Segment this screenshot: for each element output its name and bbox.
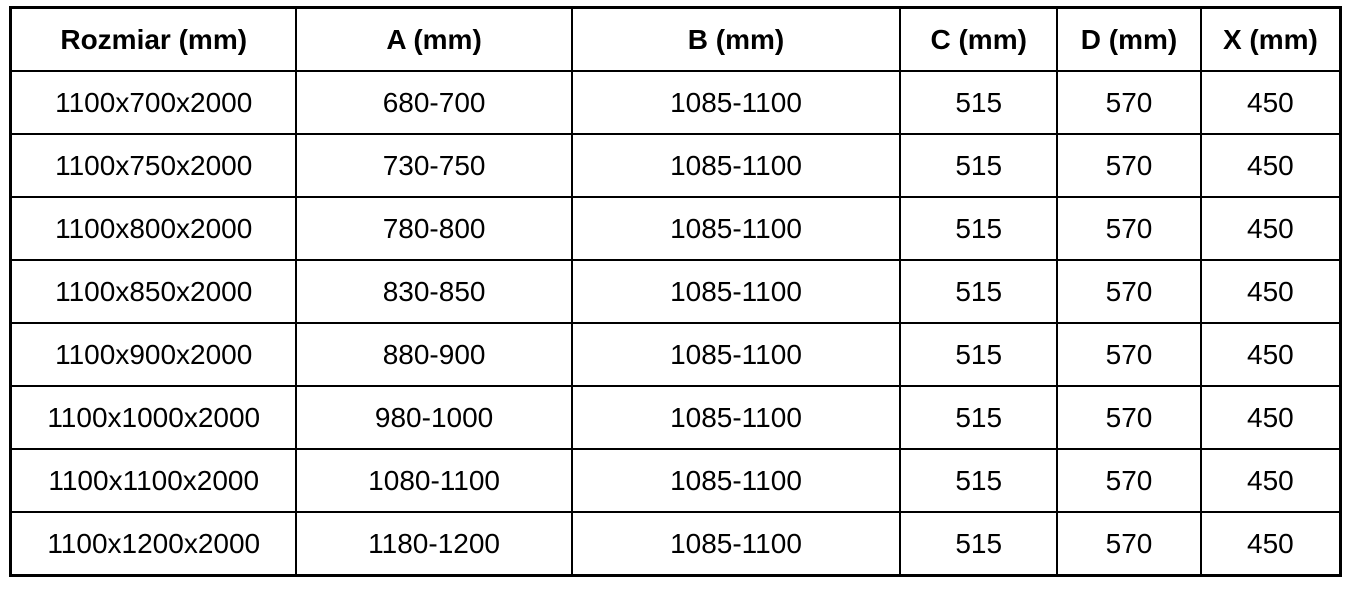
cell-c: 515 xyxy=(900,134,1057,197)
cell-a: 830-850 xyxy=(296,260,571,323)
column-header-x: X (mm) xyxy=(1201,8,1341,72)
cell-a: 680-700 xyxy=(296,71,571,134)
cell-b: 1085-1100 xyxy=(572,260,901,323)
table-row xyxy=(11,323,1341,386)
cell-x: 450 xyxy=(1201,71,1341,134)
cell-x: 450 xyxy=(1201,197,1341,260)
cell-rozmiar: 1100x1200x2000 xyxy=(11,512,297,576)
cell-d: 570 xyxy=(1057,512,1201,576)
cell-b: 1085-1100 xyxy=(572,71,901,134)
cell-x: 450 xyxy=(1201,386,1341,449)
cell-a: 730-750 xyxy=(296,134,571,197)
cell-a: 780-800 xyxy=(296,197,571,260)
cell-x: 450 xyxy=(1201,323,1341,386)
cell-c: 515 xyxy=(900,71,1057,134)
cell-x: 450 xyxy=(1201,134,1341,197)
cell-d: 570 xyxy=(1057,386,1201,449)
cell-d: 570 xyxy=(1057,323,1201,386)
cell-d: 570 xyxy=(1057,260,1201,323)
cell-b: 1085-1100 xyxy=(572,134,901,197)
cell-d: 570 xyxy=(1057,71,1201,134)
column-header-rozmiar: Rozmiar (mm) xyxy=(11,8,297,72)
cell-c: 515 xyxy=(900,323,1057,386)
column-header-a: A (mm) xyxy=(296,8,571,72)
cell-c: 515 xyxy=(900,386,1057,449)
cell-b: 1085-1100 xyxy=(572,323,901,386)
table-row xyxy=(11,449,1341,512)
table-row xyxy=(11,134,1341,197)
table-row xyxy=(11,71,1341,134)
cell-rozmiar: 1100x750x2000 xyxy=(11,134,297,197)
cell-c: 515 xyxy=(900,197,1057,260)
column-header-b: B (mm) xyxy=(572,8,901,72)
cell-b: 1085-1100 xyxy=(572,386,901,449)
header-row xyxy=(11,8,1341,72)
cell-a: 880-900 xyxy=(296,323,571,386)
table-row xyxy=(11,512,1341,576)
cell-rozmiar: 1100x700x2000 xyxy=(11,71,297,134)
cell-x: 450 xyxy=(1201,260,1341,323)
cell-rozmiar: 1100x850x2000 xyxy=(11,260,297,323)
column-header-d: D (mm) xyxy=(1057,8,1201,72)
cell-rozmiar: 1100x900x2000 xyxy=(11,323,297,386)
cell-b: 1085-1100 xyxy=(572,197,901,260)
cell-b: 1085-1100 xyxy=(572,449,901,512)
cell-a: 980-1000 xyxy=(296,386,571,449)
cell-rozmiar: 1100x1000x2000 xyxy=(11,386,297,449)
cell-rozmiar: 1100x800x2000 xyxy=(11,197,297,260)
cell-rozmiar: 1100x1100x2000 xyxy=(11,449,297,512)
cell-x: 450 xyxy=(1201,449,1341,512)
column-header-c: C (mm) xyxy=(900,8,1057,72)
cell-c: 515 xyxy=(900,449,1057,512)
table-row xyxy=(11,260,1341,323)
size-specification-table xyxy=(9,6,1342,577)
cell-d: 570 xyxy=(1057,449,1201,512)
cell-x: 450 xyxy=(1201,512,1341,576)
cell-c: 515 xyxy=(900,260,1057,323)
table-row xyxy=(11,386,1341,449)
table-row xyxy=(11,197,1341,260)
cell-b: 1085-1100 xyxy=(572,512,901,576)
cell-d: 570 xyxy=(1057,197,1201,260)
cell-d: 570 xyxy=(1057,134,1201,197)
cell-c: 515 xyxy=(900,512,1057,576)
cell-a: 1180-1200 xyxy=(296,512,571,576)
cell-a: 1080-1100 xyxy=(296,449,571,512)
